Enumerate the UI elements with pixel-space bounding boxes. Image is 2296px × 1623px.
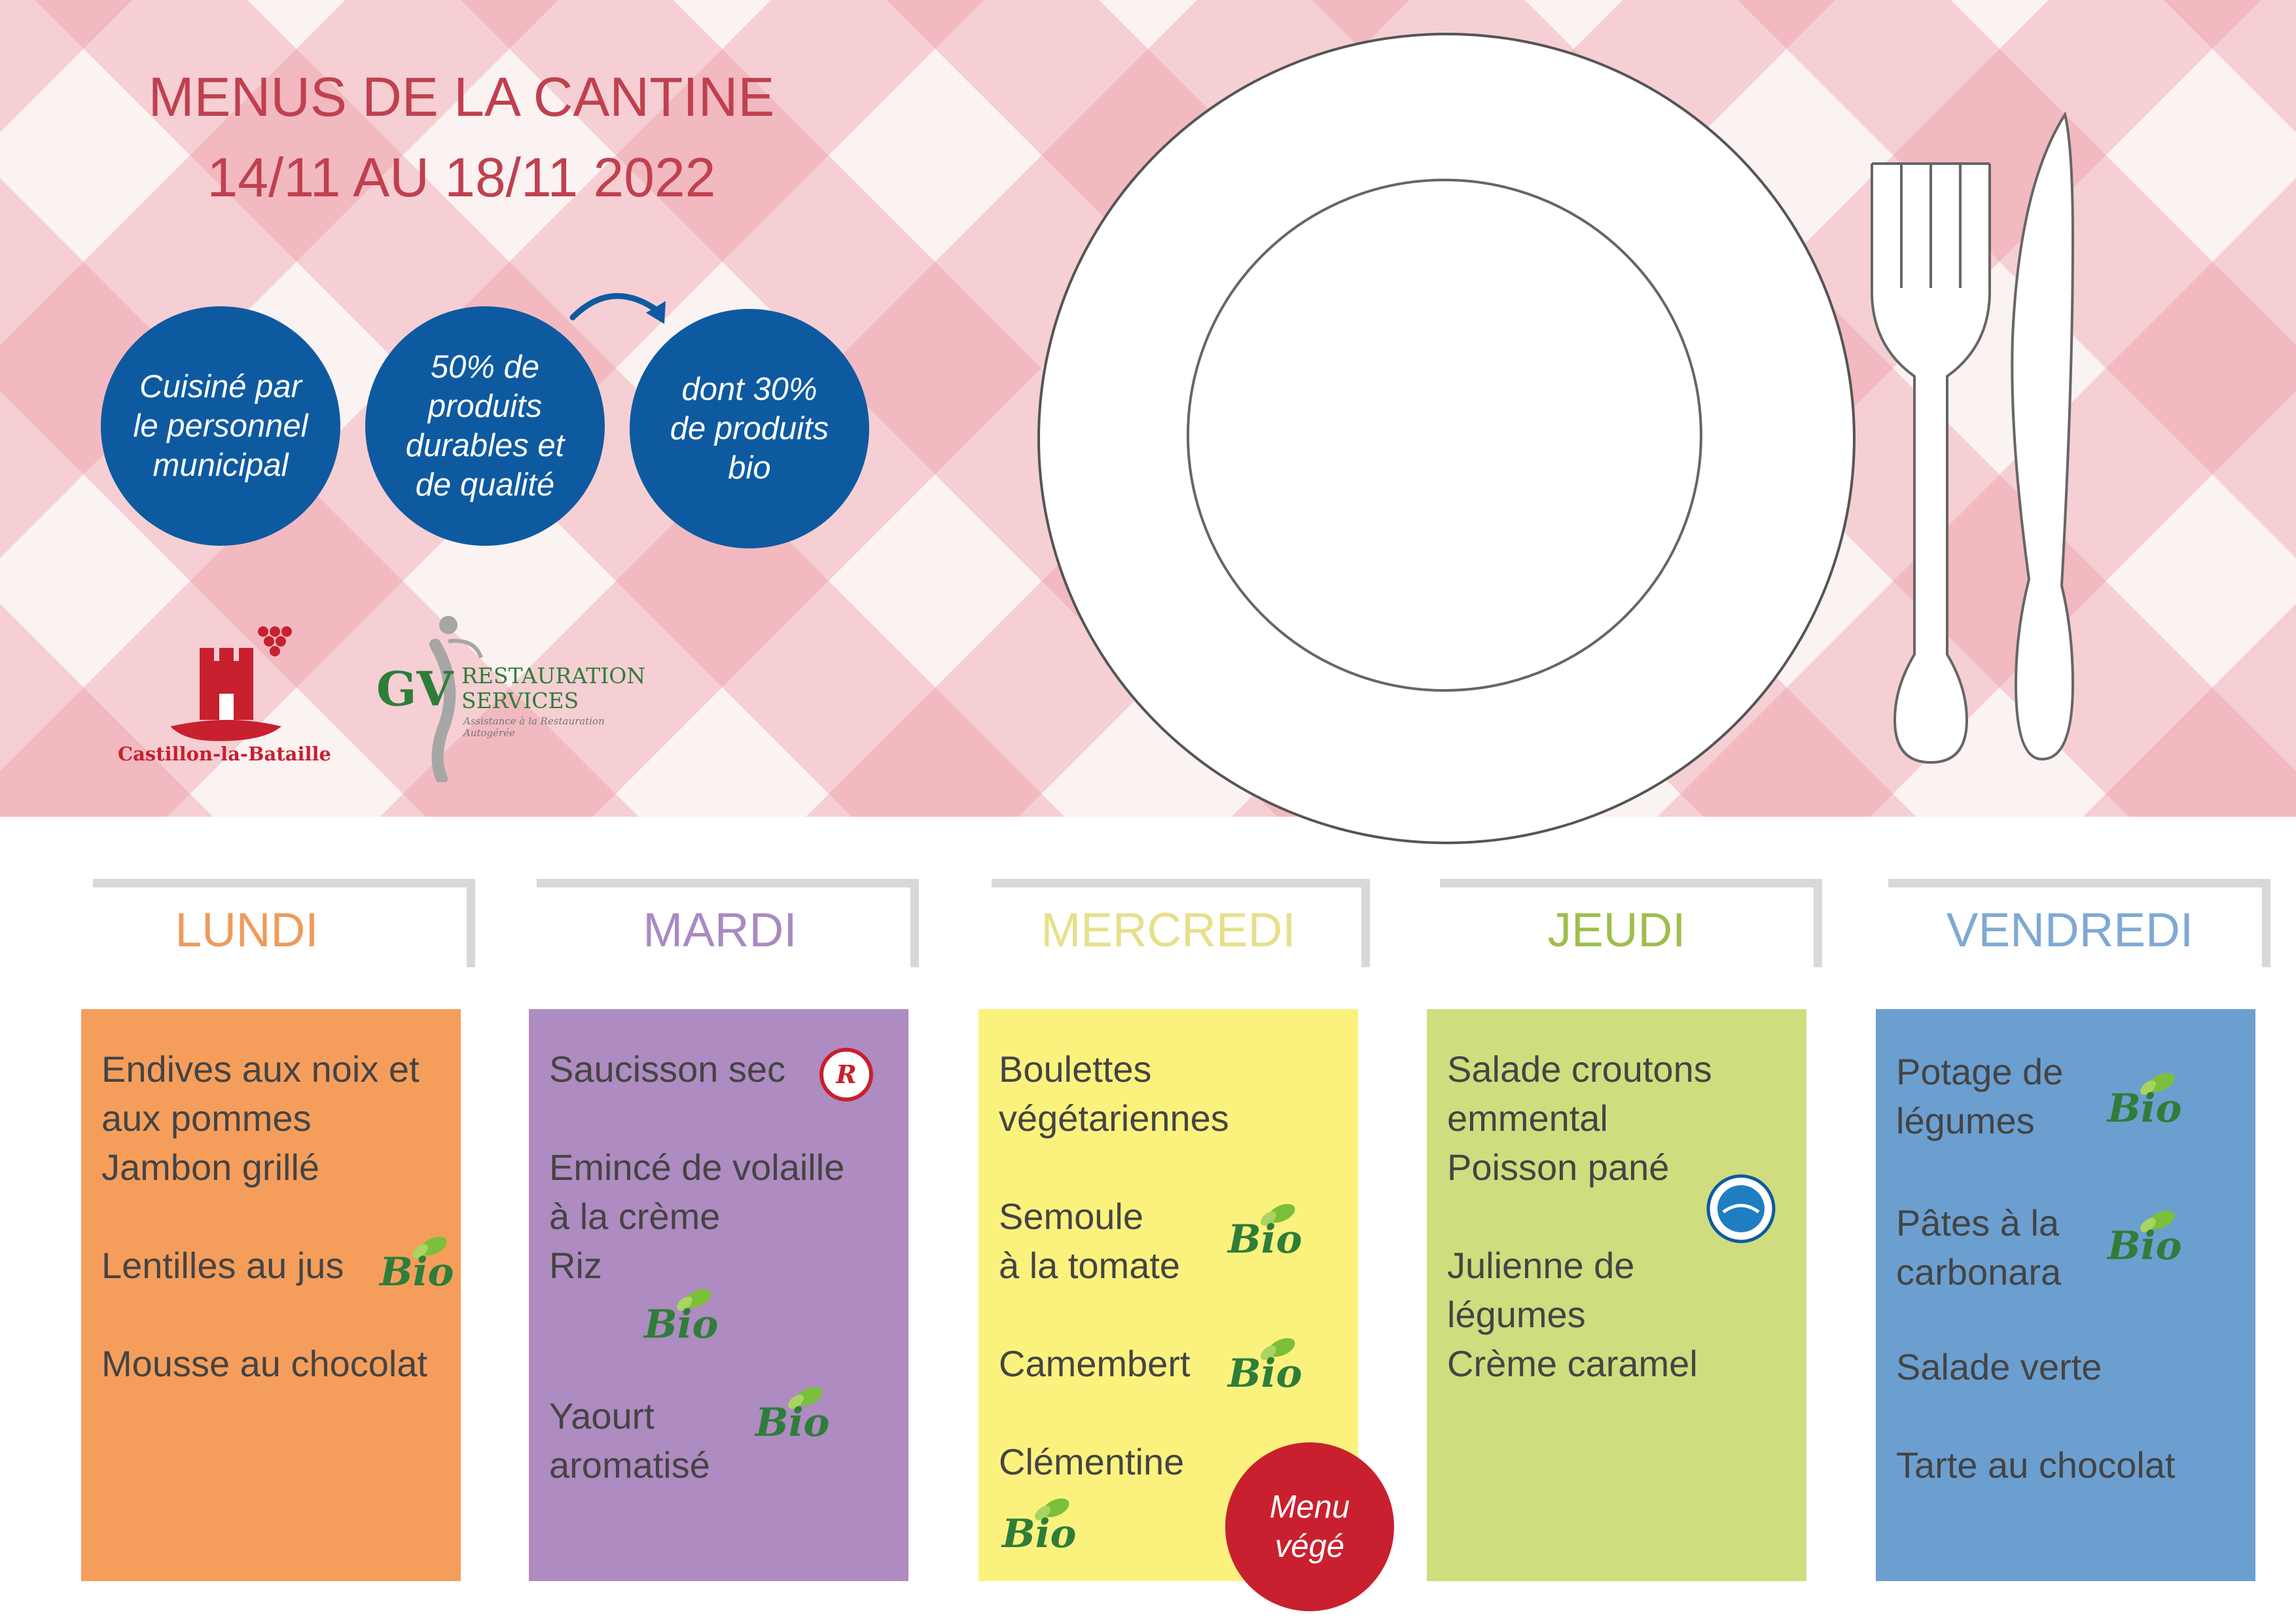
menu-item: Potage de légumes (1896, 1051, 2064, 1141)
bio-text: Bio (644, 1302, 719, 1347)
day-name-lundi: LUNDI (175, 904, 319, 957)
plate-inner-rim (1186, 178, 1840, 692)
menu-item: Camembert (999, 1343, 1191, 1384)
menu-item: Riz (549, 1245, 602, 1286)
menu-item: Semoule à la tomate (999, 1196, 1181, 1286)
menu-item: Salade croutons emmental (1447, 1048, 1712, 1139)
bio-label-icon (1224, 1333, 1302, 1399)
vegetarian-menu-badge-text: Menu végé (1269, 1489, 1350, 1564)
bio-label-icon (998, 1493, 1077, 1559)
menu-item: Endives aux noix et aux pommes (101, 1048, 420, 1139)
info-bubble-text: 50% de produits durables et de qualité (405, 349, 565, 503)
menu-item: Julienne de légumes (1447, 1245, 1635, 1335)
knife-icon (2000, 108, 2088, 769)
menu-item: Jambon grillé (101, 1147, 320, 1188)
bio-text: Bio (1228, 1217, 1302, 1262)
info-bubble-text: dont 30% de produits bio (670, 372, 829, 486)
menu-item: Crème caramel (1447, 1343, 1698, 1384)
menu-card-mardi (529, 1009, 908, 1581)
gv-line2: SERVICES (461, 688, 579, 713)
menu-item: Yaourt aromatisé (549, 1395, 710, 1486)
info-bubble-text: Cuisiné par le personnel municipal (133, 369, 308, 483)
menu-dates: 14/11 AU 18/11 2022 (207, 147, 716, 208)
fork-icon (1865, 151, 1996, 779)
svg-text:R: R (836, 1060, 857, 1089)
bio-label-icon (751, 1382, 830, 1448)
vegetarian-menu-badge (1225, 1442, 1394, 1611)
bio-label-icon (376, 1232, 454, 1297)
menu-item: Clémentine (999, 1441, 1185, 1482)
bio-text: Bio (1228, 1351, 1302, 1397)
bio-text: Bio (2108, 1086, 2182, 1132)
menu-item: Mousse au chocolat (101, 1343, 428, 1384)
menu-card-vendredi (1876, 1009, 2255, 1581)
curved-arrow-icon (566, 281, 671, 334)
info-bubble-sustainable-products (365, 306, 605, 546)
label-rouge-icon (810, 1045, 882, 1104)
bio-text: Bio (1002, 1511, 1077, 1557)
menu-item: Pâtes à la carbonara (1896, 1202, 2062, 1293)
menu-item: Emincé de volaille à la crème (549, 1147, 845, 1237)
info-bubble-cooked-by-staff (101, 306, 340, 546)
menu-card-lundi (81, 1009, 461, 1581)
day-name-mardi: MARDI (643, 904, 797, 957)
bio-label-icon (2104, 1068, 2182, 1133)
menu-title: MENUS DE LA CANTINE (148, 66, 775, 128)
castillon-name: Castillon-la-Bataille (118, 743, 331, 765)
gv-tagline: Assistance à la Restauration Autogérée (463, 715, 605, 739)
bio-text: Bio (380, 1249, 454, 1295)
gv-restauration-logo (370, 605, 658, 782)
bio-label-icon (2104, 1205, 2182, 1271)
gv-line1: RESTAURATION (461, 663, 646, 688)
menu-item: Poisson pané (1447, 1147, 1670, 1188)
menu-item: Tarte au chocolat (1896, 1444, 2176, 1486)
menu-item: Salade verte (1896, 1346, 2102, 1387)
bio-label-icon (640, 1284, 719, 1349)
menu-item: Boulettes végétariennes (999, 1048, 1229, 1139)
menu-item: Lentilles au jus (101, 1245, 344, 1286)
bio-text: Bio (755, 1400, 830, 1446)
castillon-logo (111, 615, 353, 772)
peche-durable-icon (1705, 1173, 1777, 1245)
menu-item: Saucisson sec (549, 1048, 786, 1090)
bio-label-icon (1224, 1199, 1302, 1264)
day-name-jeudi: JEUDI (1547, 904, 1686, 957)
info-bubble-organic-products (630, 309, 869, 548)
day-name-vendredi: VENDREDI (1946, 904, 2194, 957)
menu-card-jeudi (1427, 1009, 1806, 1581)
bio-text: Bio (2108, 1223, 2182, 1269)
day-name-mercredi: MERCREDI (1041, 904, 1296, 957)
gv-initials: GV (376, 661, 454, 717)
